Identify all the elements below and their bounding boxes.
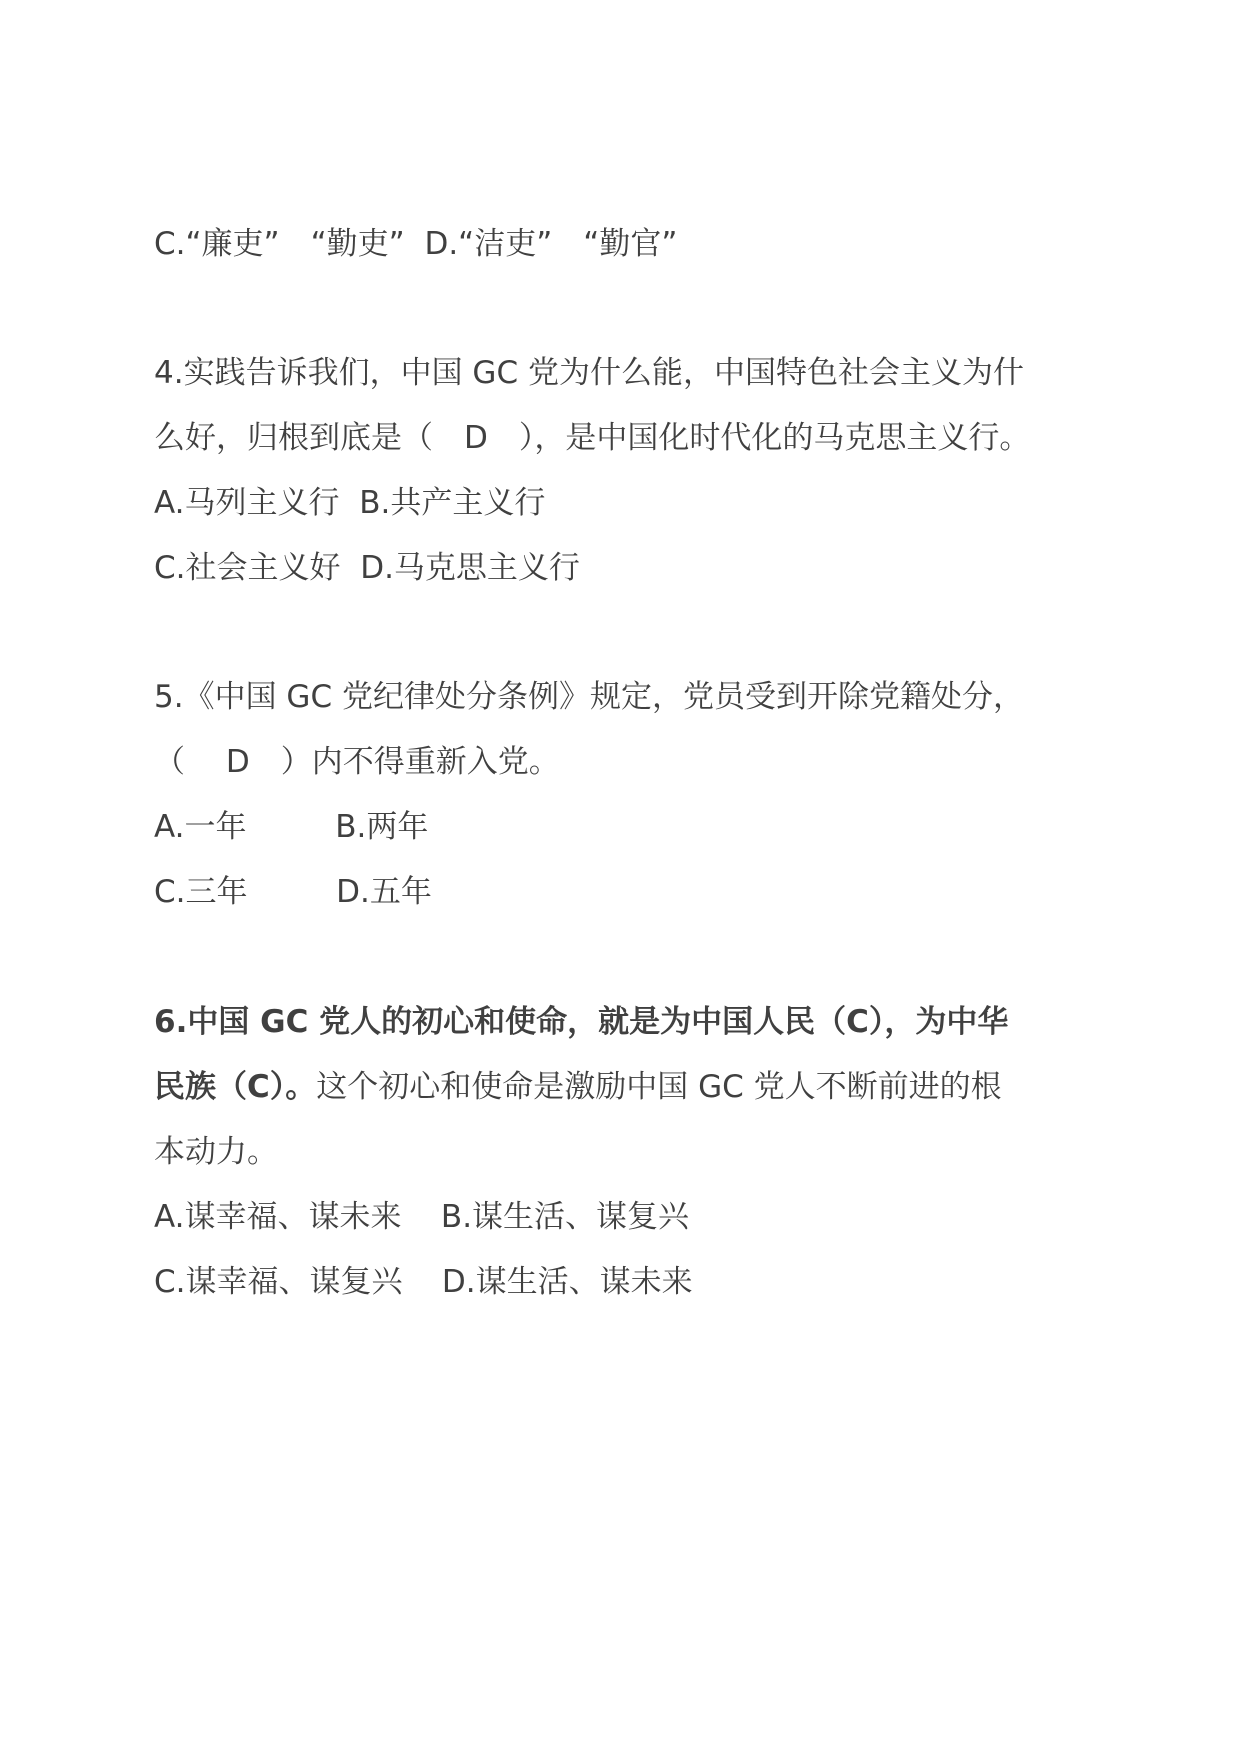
q5-stem-line-2: （ D ）内不得重新入党。	[154, 744, 560, 780]
q4-options-c-d: C.社会主义好 D.马克思主义行	[154, 550, 580, 586]
q5-stem-line-1: 5.《中国 GC 党纪律处分条例》规定，党员受到开除党籍处分，	[154, 679, 1024, 715]
q6-options-a-b: A.谋幸福、谋未来 B.谋生活、谋复兴	[154, 1199, 690, 1235]
q4-stem-line-1: 4.实践告诉我们，中国 GC 党为什么能，中国特色社会主义为什	[154, 355, 1024, 391]
q3-options-c-d: C.“廉吏” “勤吏” D.“洁吏” “勤官”	[154, 226, 678, 262]
q6-stem-line-2	[154, 1067, 1002, 1107]
q5-options-a-b: A.一年 B.两年	[154, 809, 429, 845]
q6-stem-line-2-rest: 这个初心和使命是激励中国 GC 党人不断前进的根	[316, 1069, 1002, 1105]
q6-stem-line-1: 6.中国 GC 党人的初心和使命，就是为中国人民（C），为中华	[154, 1004, 1009, 1040]
q4-options-a-b: A.马列主义行 B.共产主义行	[154, 485, 546, 521]
q6-options-c-d: C.谋幸福、谋复兴 D.谋生活、谋未来	[154, 1264, 693, 1300]
q5-options-c-d: C.三年 D.五年	[154, 874, 432, 910]
q6-stem-line-3: 本动力。	[154, 1134, 278, 1170]
q4-stem-line-2: 么好，归根到底是（ D ），是中国化时代化的马克思主义行。	[154, 420, 1031, 456]
q6-stem-line-2-bold: 民族（C）。	[154, 1069, 317, 1105]
